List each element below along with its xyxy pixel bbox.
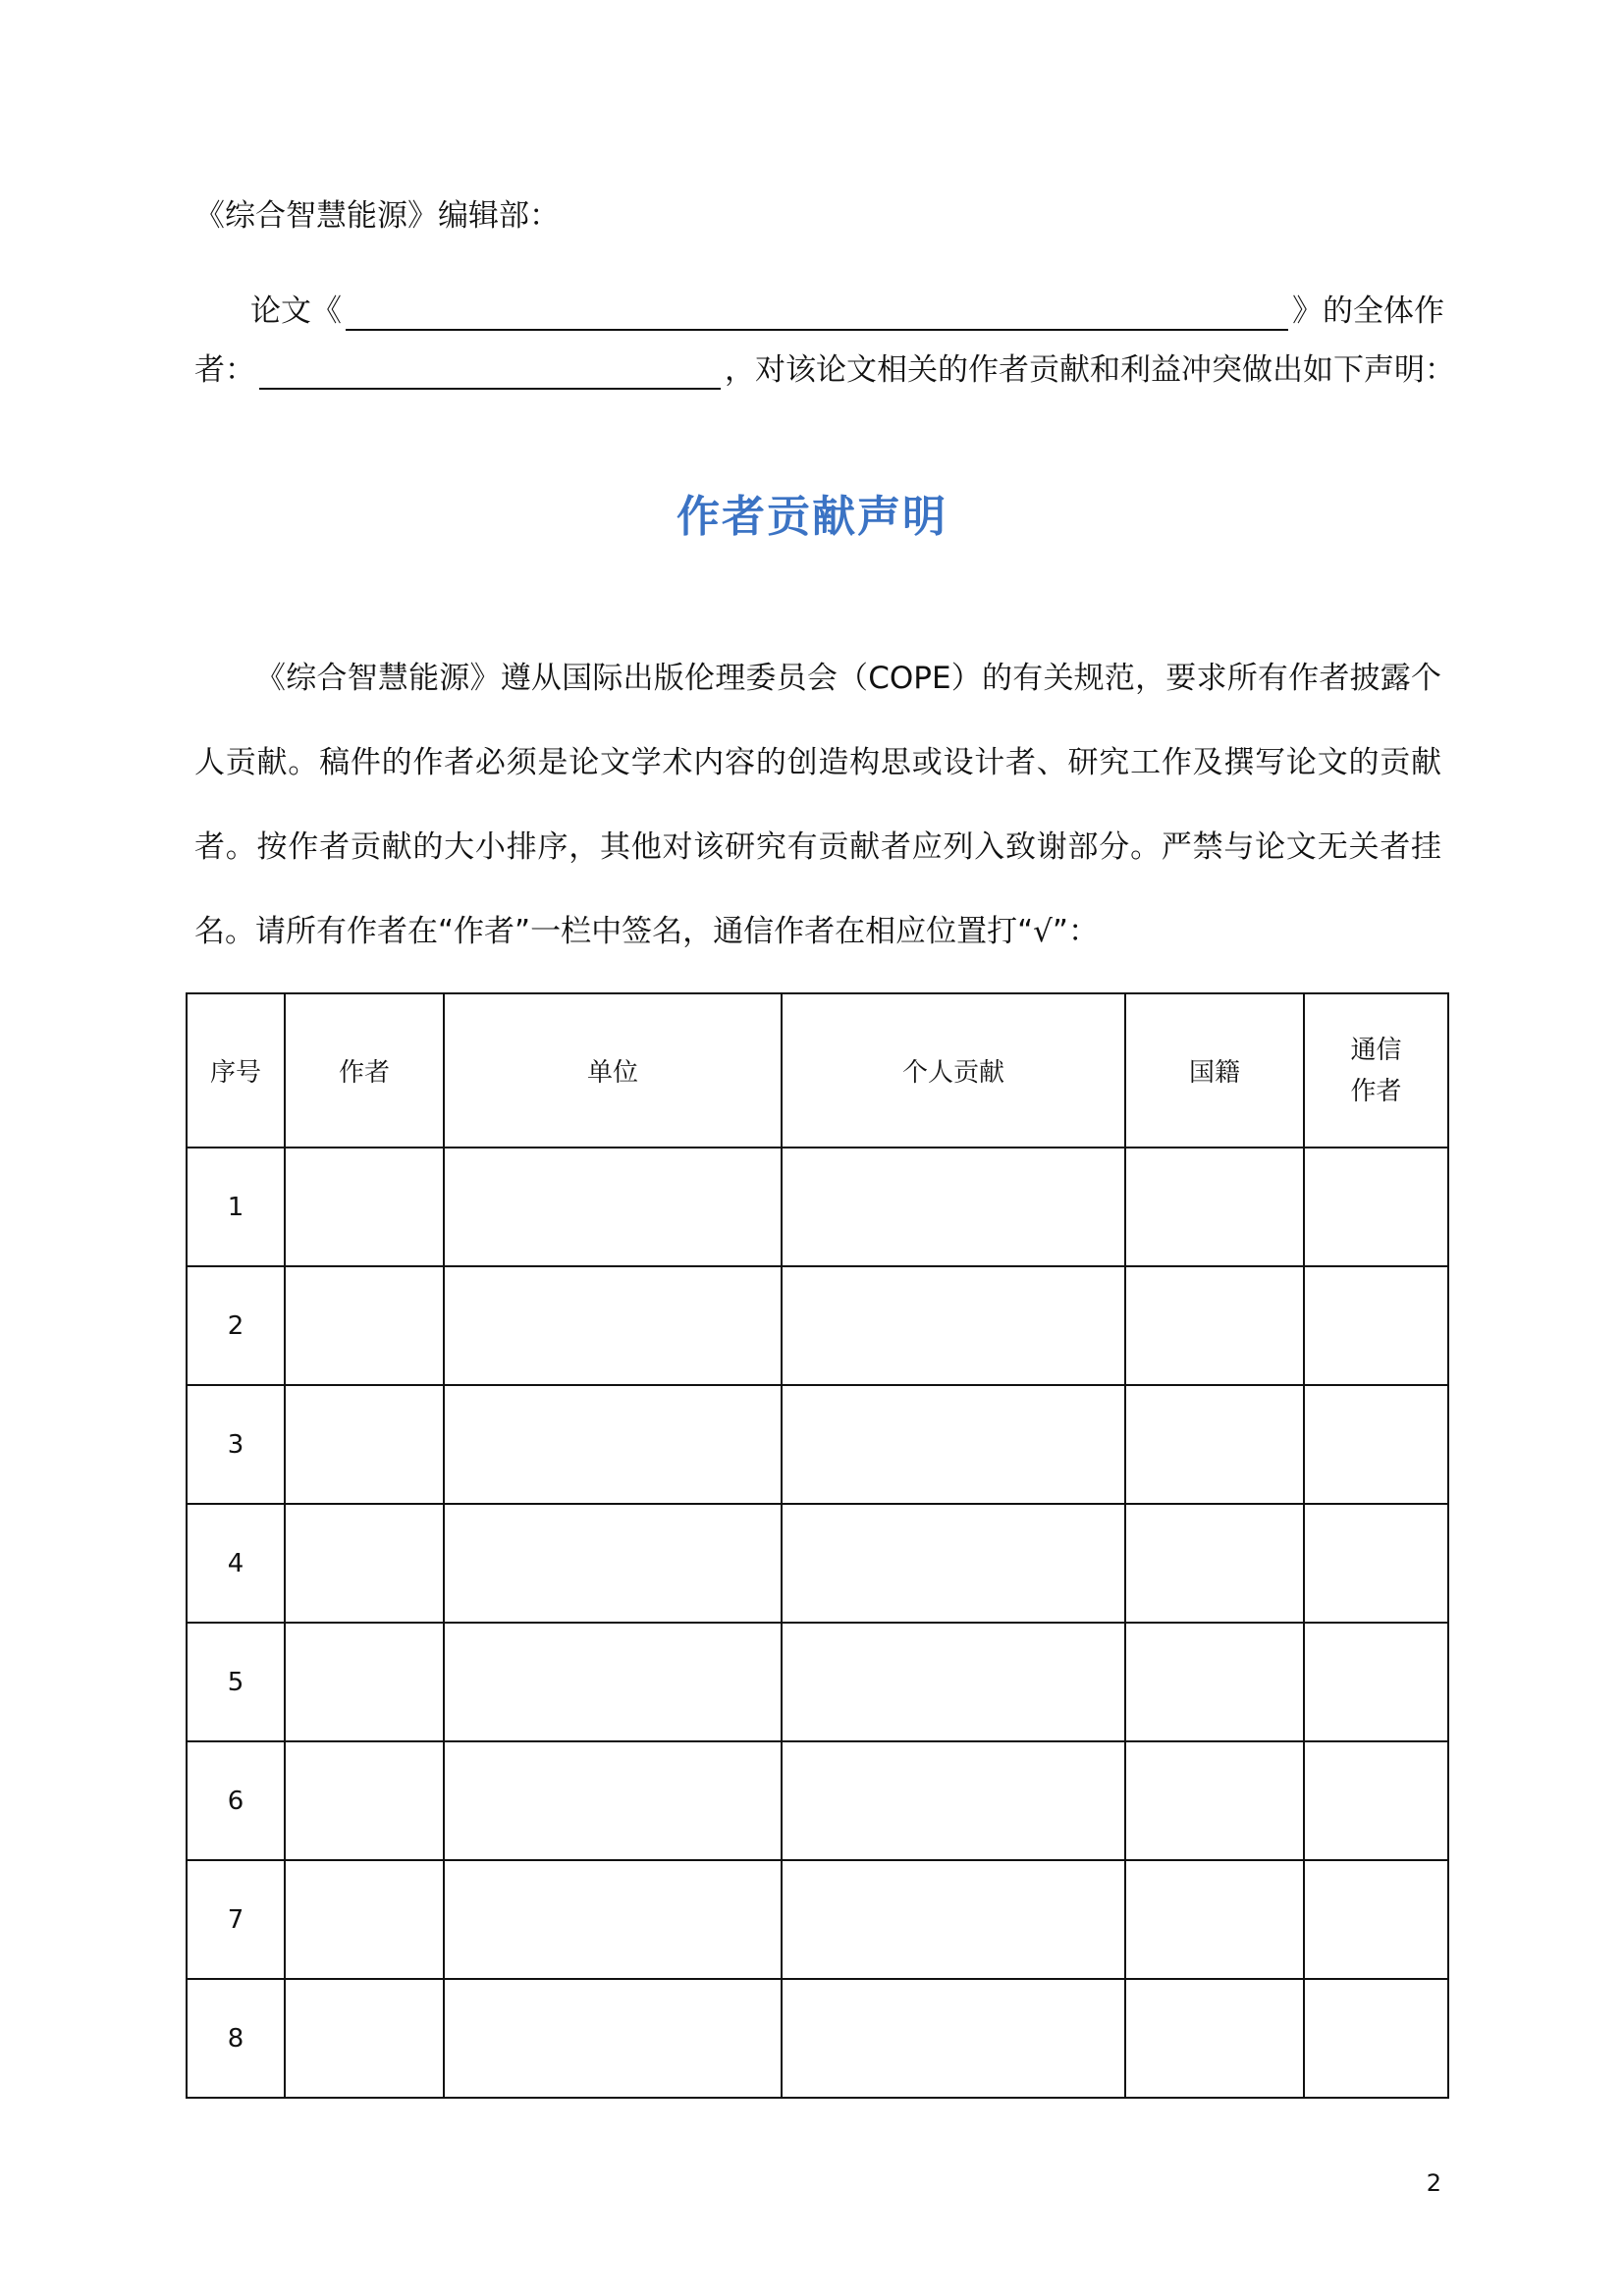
nationality-cell[interactable] [1125, 1860, 1304, 1979]
corresponding-cell[interactable] [1304, 1741, 1448, 1860]
header-corresponding-line1: 通信 [1350, 1035, 1402, 1065]
header-corresponding-author [1304, 993, 1448, 1148]
corresponding-cell[interactable] [1304, 1385, 1448, 1504]
row-index: 6 [187, 1741, 285, 1860]
corresponding-cell[interactable] [1304, 1623, 1448, 1741]
nationality-cell[interactable] [1125, 1504, 1304, 1623]
corresponding-cell[interactable] [1304, 1148, 1448, 1266]
table-row [187, 1741, 1448, 1860]
contribution-cell[interactable] [782, 1266, 1125, 1385]
paper-title-prefix: 论文《 [250, 294, 342, 329]
row-index: 3 [187, 1385, 285, 1504]
affiliation-cell[interactable] [444, 1741, 782, 1860]
row-index: 4 [187, 1504, 285, 1623]
document-title: 作者贡献声明 [677, 492, 947, 542]
authors-suffix: ，对该论文相关的作者贡献和利益冲突做出如下声明： [725, 352, 1455, 388]
author-contribution-table [186, 992, 1449, 2099]
row-index: 8 [187, 1979, 285, 2098]
author-cell[interactable] [285, 1979, 444, 2098]
page-number: 2 [1426, 2169, 1441, 2197]
row-index: 5 [187, 1623, 285, 1741]
corresponding-cell[interactable] [1304, 1979, 1448, 2098]
table-row [187, 1979, 1448, 2098]
table-row [187, 1860, 1448, 1979]
table-header-row [187, 993, 1448, 1148]
authors-prefix: 者： [194, 352, 255, 388]
declaration-line-1 [250, 292, 1444, 331]
corresponding-cell[interactable] [1304, 1504, 1448, 1623]
table-row [187, 1504, 1448, 1623]
contribution-cell[interactable] [782, 1504, 1125, 1623]
author-cell[interactable] [285, 1148, 444, 1266]
contribution-cell[interactable] [782, 1623, 1125, 1741]
affiliation-cell[interactable] [444, 1860, 782, 1979]
header-affiliation: 单位 [444, 993, 782, 1148]
nationality-cell[interactable] [1125, 1148, 1304, 1266]
nationality-cell[interactable] [1125, 1385, 1304, 1504]
row-index: 1 [187, 1148, 285, 1266]
contribution-cell[interactable] [782, 1860, 1125, 1979]
table-row [187, 1266, 1448, 1385]
contribution-cell[interactable] [782, 1148, 1125, 1266]
row-index: 7 [187, 1860, 285, 1979]
contribution-cell[interactable] [782, 1385, 1125, 1504]
paper-title-blank[interactable] [346, 294, 1288, 331]
affiliation-cell[interactable] [444, 1148, 782, 1266]
corresponding-cell[interactable] [1304, 1266, 1448, 1385]
header-corresponding-line2: 作者 [1350, 1076, 1402, 1106]
nationality-cell[interactable] [1125, 1979, 1304, 2098]
author-cell[interactable] [285, 1623, 444, 1741]
header-index: 序号 [187, 993, 285, 1148]
header-contribution: 个人贡献 [782, 993, 1125, 1148]
header-nationality: 国籍 [1125, 993, 1304, 1148]
authors-blank[interactable] [259, 352, 721, 390]
table-row [187, 1623, 1448, 1741]
instruction-paragraph: 《综合智慧能源》遵从国际出版伦理委员会（COPE）的有关规范，要求所有作者披露个人贡献。稿件的作者必须是论文学术内容的创造构思或设计者、研究工作及撰写论文的贡献者。按作者贡献的大小排序，其他对该研究有贡献者应列入致谢部分。严禁与论文无关者挂名。请所有作者在“作者”一栏中签名，通信作者在相应位置打“√”： [194, 661, 1441, 949]
author-cell[interactable] [285, 1504, 444, 1623]
affiliation-cell[interactable] [444, 1504, 782, 1623]
row-index: 2 [187, 1266, 285, 1385]
affiliation-cell[interactable] [444, 1266, 782, 1385]
declaration-line-2 [194, 350, 1455, 390]
affiliation-cell[interactable] [444, 1623, 782, 1741]
affiliation-cell[interactable] [444, 1385, 782, 1504]
nationality-cell[interactable] [1125, 1266, 1304, 1385]
paper-title-suffix: 》的全体作 [1292, 294, 1444, 329]
addressee-line: 《综合智慧能源》编辑部： [194, 198, 560, 234]
author-cell[interactable] [285, 1385, 444, 1504]
author-cell[interactable] [285, 1741, 444, 1860]
nationality-cell[interactable] [1125, 1623, 1304, 1741]
author-cell[interactable] [285, 1860, 444, 1979]
author-cell[interactable] [285, 1266, 444, 1385]
affiliation-cell[interactable] [444, 1979, 782, 2098]
header-author: 作者 [285, 993, 444, 1148]
contribution-cell[interactable] [782, 1979, 1125, 2098]
table-row [187, 1385, 1448, 1504]
contribution-cell[interactable] [782, 1741, 1125, 1860]
nationality-cell[interactable] [1125, 1741, 1304, 1860]
table-row [187, 1148, 1448, 1266]
corresponding-cell[interactable] [1304, 1860, 1448, 1979]
